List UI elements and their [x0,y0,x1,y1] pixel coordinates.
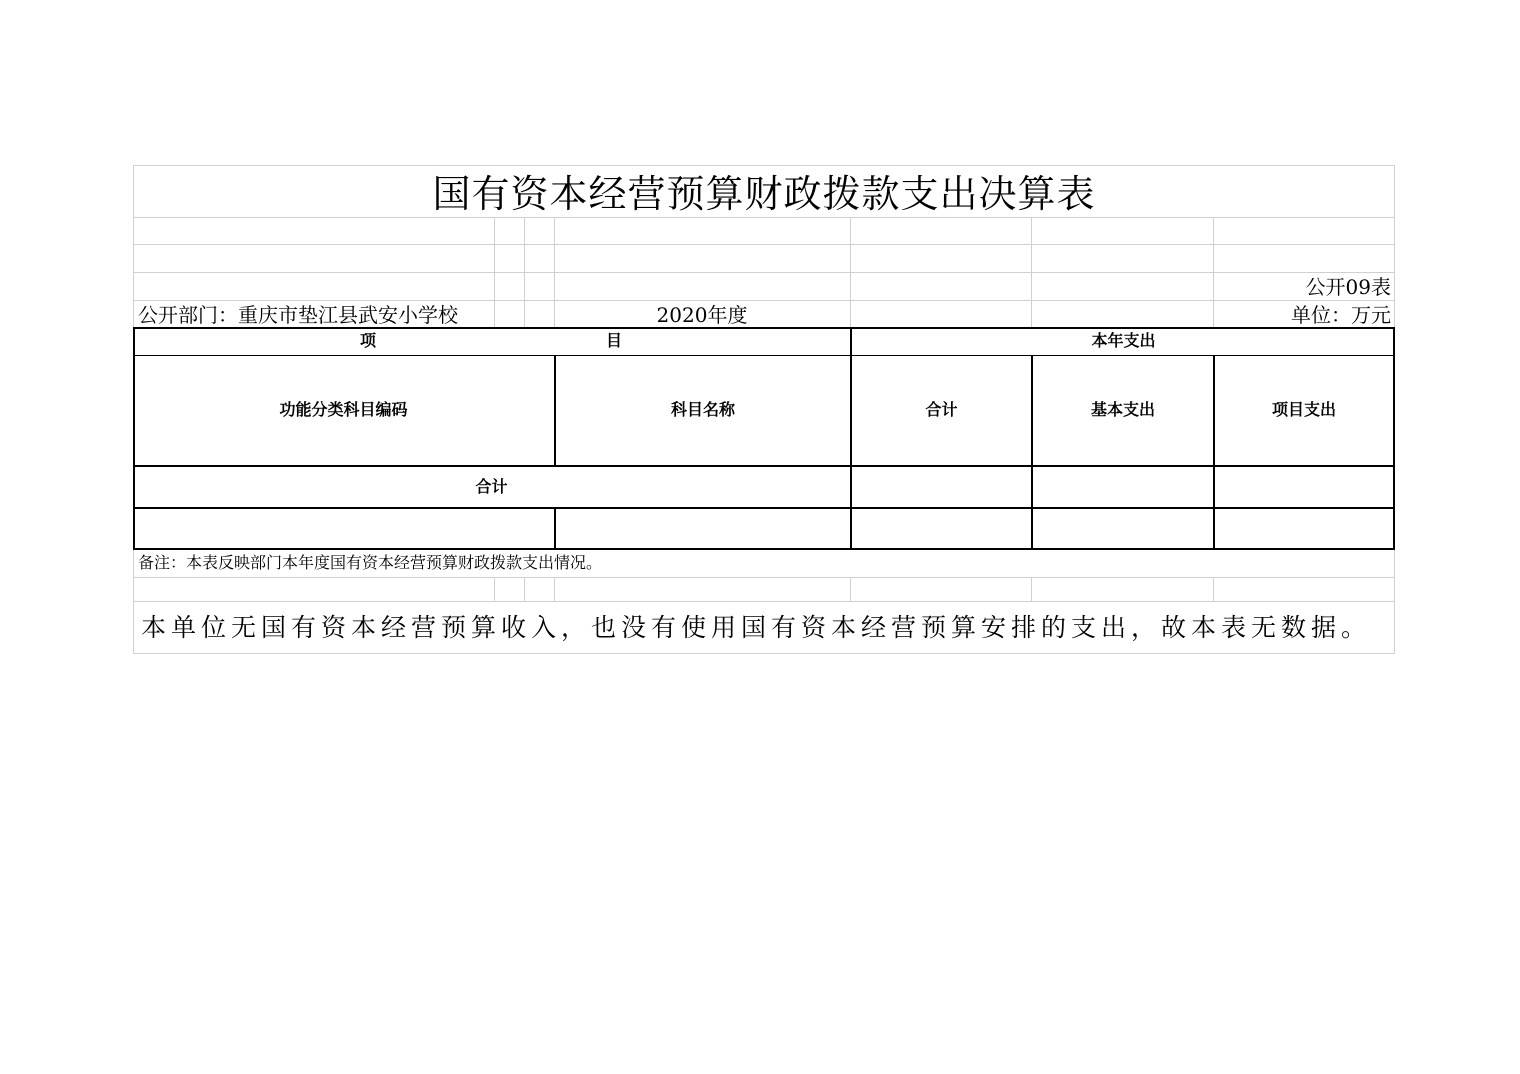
gridline [850,577,851,601]
gridline [1213,577,1214,601]
gridline [850,217,851,328]
no-data-statement: 本单位无国有资本经营预算收入，也没有使用国有资本经营预算安排的支出，故本表无数据。 [141,613,1372,642]
page-title: 国有资本经营预算财政拨款支出决算表 [432,172,1096,216]
header-item-right: 目 [606,331,623,350]
header-func-code: 功能分类科目编码 [279,400,408,419]
table-border [133,465,1395,467]
table-border [554,507,556,550]
budget-sheet [133,165,1395,654]
gridline [1031,217,1032,328]
table-border [1213,355,1215,550]
gridline [133,601,1395,602]
table-border [1031,355,1033,550]
gridline [554,577,555,601]
header-total: 合计 [925,400,958,419]
gridline [133,653,1395,654]
table-id: 公开09表 [1305,275,1391,299]
table-border [850,327,852,550]
header-item-left: 项 [360,331,377,350]
gridline [494,577,495,601]
gridline [133,165,1395,166]
fiscal-year: 2020年度 [656,303,748,327]
header-subject-name: 科目名称 [670,400,735,419]
table-border [133,507,1395,509]
table-border [1393,327,1395,550]
gridline [524,577,525,601]
header-current-year-expense: 本年支出 [1091,331,1156,350]
table-border [133,548,1395,550]
total-row-label: 合计 [475,477,508,496]
gridline [494,217,495,328]
table-border [133,355,1395,356]
gridline [133,300,1395,301]
footnote: 备注：本表反映部门本年度国有资本经营预算财政拨款支出情况。 [138,553,603,572]
header-project-expense: 项目支出 [1271,400,1336,419]
gridline [524,217,525,328]
table-border [133,327,135,550]
gridline [133,217,1395,218]
gridline [133,272,1395,273]
table-border [133,327,1395,329]
gridline [1213,217,1214,328]
unit-label: 单位：万元 [1291,303,1391,327]
gridline [1031,577,1032,601]
header-basic-expense: 基本支出 [1090,400,1155,419]
gridline [133,244,1395,245]
gridline [133,577,1395,578]
department-label: 公开部门：重庆市垫江县武安小学校 [138,303,458,327]
